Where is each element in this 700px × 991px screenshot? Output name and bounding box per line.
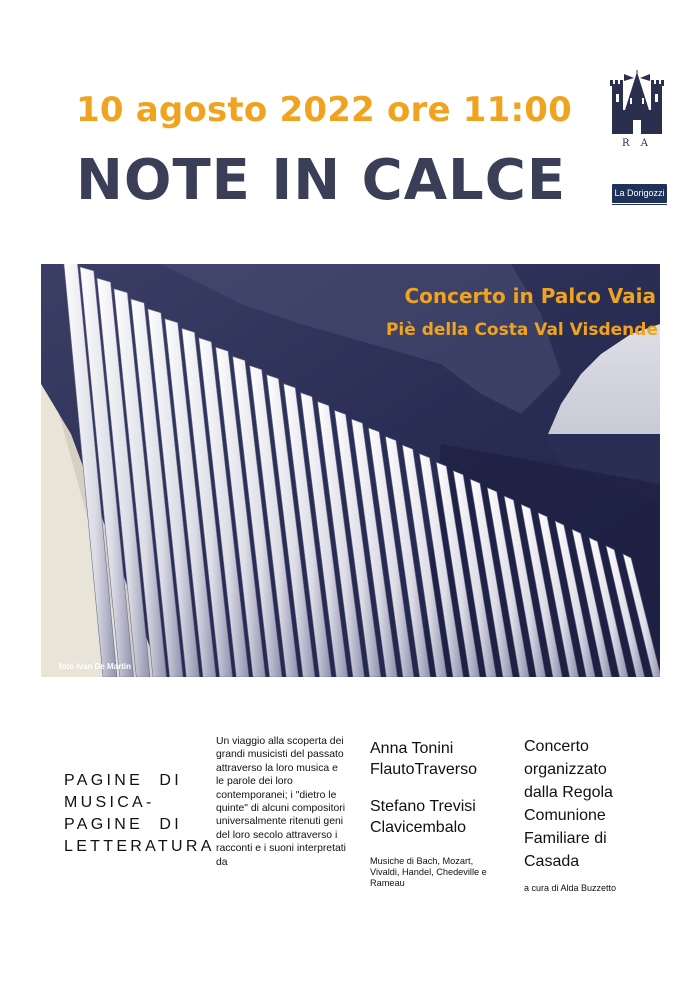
- performer-2-name: Stefano Trevisi: [370, 798, 476, 815]
- description: Un viaggio alla scoperta dei grandi musicisti del passato attraverso la loro musica e le parole dei loro contemporanei; i "dietro le quinte" di alcuni compositori universalmente ritenuti geni del loro secolo attraverso i racconti e i suoni interpretati da: [216, 736, 346, 868]
- performer-2-instrument: Clavicembalo: [370, 819, 467, 836]
- concert-line: [404, 284, 656, 308]
- event-title: NOTE IN CALCE: [76, 148, 567, 213]
- concert-place: Piè della Costa Val Visdende: [385, 320, 658, 340]
- sponsor-logo: La Dorigozzi: [612, 184, 667, 203]
- event-date: 10 agosto 2022 ore 11:00: [76, 90, 572, 130]
- concert-line-prefix: Concerto in: [404, 284, 541, 308]
- sponsor-logo-divider: [612, 204, 667, 205]
- curator: a cura di Alda Buzzetto: [524, 883, 617, 893]
- regola-logo: [610, 70, 664, 152]
- performer-1-instrument: FlautoTraverso: [370, 761, 477, 778]
- music-note: Musiche di Bach, Mozart, Vivaldi, Handel, Chedeville e Rameau: [370, 856, 487, 888]
- regola-logo-label: R A: [622, 138, 652, 149]
- series-title: PAGINE DI MUSICA- PAGINE DI LETTERATURA: [64, 772, 215, 855]
- event-photo: [41, 264, 660, 677]
- concert-venue: Palco Vaia: [540, 284, 656, 308]
- photo-credit: foto Ivan De Martin: [59, 662, 132, 671]
- performer-1-name: Anna Tonini: [370, 740, 454, 757]
- castle-crest-icon: [610, 70, 664, 136]
- organizer: Concerto organizzato dalla Regola Comunione Familiare di Casada: [524, 738, 613, 870]
